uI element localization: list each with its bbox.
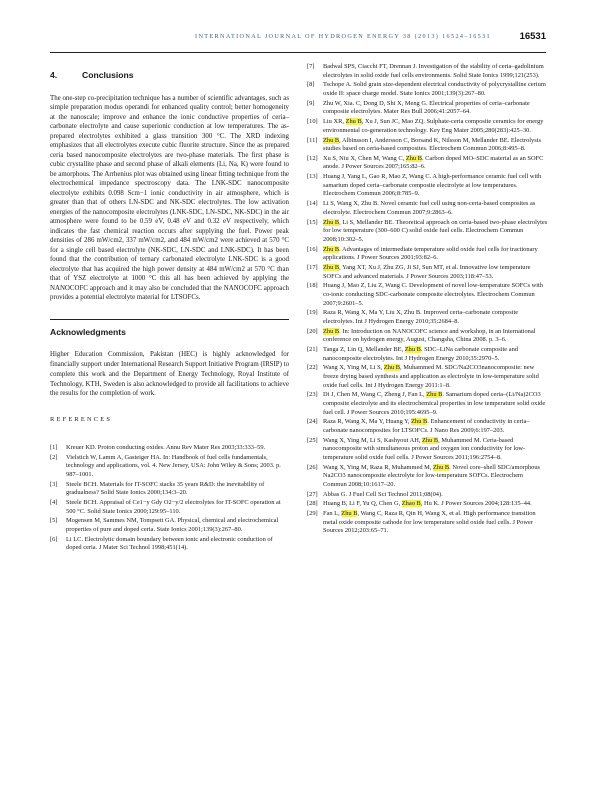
reference-text: Li S, Wang X, Zhu B. Novel ceramic fuel cell using non-ceria-based composites as electrolyte. Electrochem Commun 2007;9:2863–6.	[323, 200, 536, 216]
reference-number: [11]	[307, 136, 318, 144]
reference-number: [26]	[307, 463, 318, 471]
highlighted-author: Zhu B	[323, 263, 340, 271]
reference-item	[307, 246, 548, 263]
reference-item	[307, 155, 548, 172]
reference-number: [6]	[50, 535, 58, 543]
reference-text: Huang J, Yang L, Gao R, Mao Z, Wang C. A high-performance ceramic fuel cell with samarium doped ceria–carbonate composite electrolyte at low temperatures. Electrochem Commun 2006;8:785–9.	[323, 173, 542, 198]
highlighted-author: Zhu B	[405, 154, 422, 162]
reference-text: . Enhancement of conductivity in ceria–carbonate nanocomposites for LTSOFCs. J Nano Res 2009;6:197–203.	[323, 418, 530, 434]
reference-item	[307, 137, 548, 154]
section-title-conclusions	[50, 69, 289, 81]
reference-number: [14]	[307, 200, 318, 208]
reference-item	[307, 63, 548, 80]
reference-number: [27]	[307, 490, 318, 498]
reference-text: Abbas G. J Fuel Cell Sci Technol 2011;08(04).	[323, 490, 443, 498]
reference-number: [3]	[50, 480, 58, 488]
reference-number: [8]	[307, 81, 315, 89]
highlighted-author: Zhu B	[323, 218, 340, 226]
reference-number: [22]	[307, 364, 318, 372]
highlighted-author: Zhu B	[345, 118, 362, 126]
right-column	[307, 63, 548, 537]
reference-text: Xu S, Niu X, Chen M, Wang C,	[323, 154, 406, 162]
reference-number: [18]	[307, 282, 318, 290]
reference-text: . In: Introduction on NANOCOFC science and workshop, in an International conference on hydrogen energy, August, Changsha, China 2008. p. 3–6.	[323, 327, 536, 344]
reference-text: Fan L,	[323, 510, 342, 518]
reference-item	[307, 264, 548, 281]
reference-item	[50, 454, 289, 480]
page-number: 16531	[519, 31, 546, 42]
reference-text: Tschope A. Solid grain size-dependent electrical conductivity of polycrystalline cerium oxide II: space charge model. State Ionics 2001;139(3):267–80.	[323, 81, 546, 97]
reference-item	[50, 481, 289, 498]
reference-item	[307, 173, 548, 199]
reference-text: Huang B, Li F, Yu Q, Chen G,	[323, 500, 402, 508]
reference-item	[307, 364, 548, 390]
reference-item	[307, 118, 548, 135]
reference-number: [23]	[307, 391, 318, 399]
reference-number: [24]	[307, 418, 318, 426]
reference-number: [12]	[307, 154, 318, 162]
reference-number: [25]	[307, 436, 318, 444]
reference-item	[307, 200, 548, 217]
reference-text: Di J, Chen M, Wang C, Zheng J, Fan L,	[323, 391, 427, 399]
reference-text: Wang X, Ying M, Raza R, Muhammed M,	[323, 463, 434, 471]
conclusions-paragraph: The one-step co-precipitation technique has a number of scientific advantages, such as simple preparation modus operandi for enhanced quality control; better homogeneity at the nanoscale; improve and enhance the ionic conductive properties of ceria–carbonate electrolyte and cause superionic conduction at low temperatures. The as-prepared electrolytes exhibited a glass transition 300 °C. The XRD indexing emphasizes that all electrolytes execute cubic fluorite structure. Since the as prepared ceria based nanocomposite electrolytes are two-phase materials. The first phase is cubic crystallite phase and second phase of alkali elements (Li, Na, K) were found to be amorphous. The Arrhenius plot was obtained using linear fitting technique from the electrochemical impedance spectroscopy data. The LNK-SDC nanocomposite electrolyte exhibits 0.098 Scm−1 ionic conductivity in air atmosphere, which is greater than that of others LN-SDC and NK-SDC electrolytes. The low activation energies of the nanocomposite electrolytes (LNK-SDC, LN-SDC, NK-SDC) in the air atmosphere were found to be 0.59 eV, 0.48 eV and 0.32 eV respectively, which indicates the fast chemical reaction occurs after supplying the fuel. Power peak densities of 286 mW/cm2, 337 mW/cm2, and 484 mW/cm2 were achieved at 570 °C for a single cell based electrolyte (NK-SDC, LN-SDC and LNK-SDC). It has been found that the contribution of ternary carbonated electrolyte LNK-SDC is a good electrolyte that has acquired the high power density at 484 mW/cm2 at 570 °C than that of YSZ electrolyte at 1000 °C this all has been achieved by applying the NANOCOFC approach and it may also be concluded that the NANOCOFC approach provides a potential electrolyte material for LTSOFCs.	[50, 95, 289, 302]
highlighted-author: Zhu B	[323, 327, 340, 335]
reference-number: [19]	[307, 309, 318, 317]
reference-item	[307, 282, 548, 308]
reference-text: Wang X, Ying M, Li S,	[323, 364, 384, 372]
reference-text: . SDC–LiNa carbonate composite and nanocomposite electrolytes. Int J Hydrogen Energy 2010;35:2970–5.	[323, 346, 518, 362]
reference-text: Steele BCH. Materials for IT-SOFC stacks 35 years R&D: the inevitability of gradualness? Solid State Ionics 2000;134:3–20.	[66, 480, 265, 497]
reference-text: . Advantages of intermediate temperature solid oxide fuel cells for tractionary applications. J Power Sources 2001;93:82–6.	[323, 245, 538, 262]
section-title-acknowledgments: Acknowledgments	[50, 327, 126, 338]
reference-text: Zhu W, Xia. C, Dong D, Shi X, Meng G. Electrical properties of ceria–carbonate composite electrolytes. Mater Res Bull 2006;41:2057–64.	[323, 99, 530, 116]
page-header	[50, 31, 546, 43]
references-heading: REFERENCES	[50, 415, 113, 423]
reference-item	[307, 309, 548, 326]
reference-text: , Muhammed M. SDC/Na2CO3nanocomposite: new freeze drying based synthesis and application as electrolyte in low-temperature solid oxide fuel cells. Int J Hydrogen Energy 2011:1–8.	[323, 364, 539, 389]
highlighted-author: Zhu B	[404, 346, 421, 354]
highlighted-author: Zhu B	[383, 364, 401, 372]
reference-list-right	[307, 63, 548, 536]
reference-text: Badwal SPS, Ciacchi FT, Drennan J. Investigation of the stability of ceria–gadolinium electrolytes in solid oxide fuel cells environments. Solid State Ionics 1999;121(253).	[323, 63, 544, 79]
reference-item	[50, 536, 289, 553]
reference-number: [10]	[307, 118, 318, 126]
reference-item	[307, 418, 548, 435]
reference-number: [1]	[50, 443, 58, 451]
highlighted-author: Zhu B	[341, 510, 358, 518]
reference-text: Wang X, Ying M, Li S, Kashyout AH,	[323, 436, 423, 444]
reference-number: [9]	[307, 99, 315, 107]
reference-list-left	[50, 444, 289, 553]
reference-item	[50, 499, 289, 516]
highlighted-author: Zhao B	[401, 500, 421, 508]
highlighted-author: Zhu B	[323, 245, 340, 253]
section-title-text: Conclusions	[82, 70, 134, 80]
reference-text: . Samarium doped ceria–(Li/Na)2CO3 composite electrolyte and its electrochemical properties in low temperature solid oxide fuel cell. J Power Sources 2010;195:4695–9.	[323, 391, 546, 416]
reference-number: [7]	[307, 63, 315, 70]
reference-text: Liu XR,	[323, 118, 346, 126]
reference-item	[307, 491, 548, 500]
reference-text: , Hu K. J Power Sources 2004;128:135–44.	[420, 500, 532, 508]
reference-item	[307, 464, 548, 490]
reference-number: [2]	[50, 453, 58, 461]
reference-item	[307, 81, 548, 98]
reference-number: [16]	[307, 245, 318, 253]
reference-text: Steele BCH. Appraisal of Ce1−y Gdy O2−y/2 electrolytes for IT-SOFC operation at 500 °C. Solid State Ionics 2000;129:95–110.	[66, 499, 281, 515]
reference-item	[307, 391, 548, 417]
left-column	[50, 69, 289, 554]
reference-number: [17]	[307, 263, 318, 271]
highlighted-author: Zhu B	[433, 463, 450, 471]
reference-text: , Xu J, Sun JC, Mao ZQ. Sulphate-ceria composite ceramics for energy environmental co-generation technology. Key Eng Mater 2005;280(283):425–30.	[323, 118, 544, 134]
reference-number: [5]	[50, 517, 58, 525]
highlighted-author: Zhu B	[411, 418, 428, 426]
reference-text: , Muhammed M. Ceria-based nanocomposite with simultaneous proton and oxygen ion conductivity for low-temperature solid oxide fuel cells. J Power Sources 2011;196:2754–8.	[323, 436, 526, 461]
reference-number: [28]	[307, 500, 318, 508]
acknowledgments-paragraph: Higher Education Commission, Pakistan (HEC) is highly acknowledged for financially support under International Research Support Initiative Program (IRSIP) to complete this work and the Department of Energy Technology, Royal Institute of Technology, KTH, Sweden is also acknowledged to provide all facilitations to achieve the results for the completion of work.	[50, 351, 290, 398]
reference-text: Huang J, Mao Z, Liu Z, Wang C. Development of novel low-temperature SOFCs with co-ionic conducting SDC-carbonate composite electrolytes. Electrochem Commun 2007;9:2601–5.	[323, 282, 543, 307]
journal-running-title: INTERNATIONAL JOURNAL OF HYDROGEN ENERGY 38 (2013) 16524–16531	[195, 33, 491, 40]
reference-item	[50, 444, 289, 453]
highlighted-author: Zhu B	[323, 136, 340, 144]
reference-text: , Li S, Mellander BE. Theoretical approach on ceria-based two-phase electrolytes for low temperature (300–600 C) solid oxide fuel cells. Electrochem Commun 2008;10:302–5.	[323, 218, 548, 243]
reference-text: , Albinsson I, Andersson C, Borsand K, Nilsson M, Mellander BE. Electrolysis studies based on ceria-based composites. Electrochem Commun 2006;8:495–8.	[323, 136, 541, 153]
reference-item	[307, 219, 548, 245]
section-divider	[50, 319, 289, 320]
reference-number: [13]	[307, 173, 318, 181]
reference-item	[307, 100, 548, 117]
reference-number: [15]	[307, 218, 318, 226]
reference-text: Kreuer KD. Proton conducting oxides. Annu Rev Mater Res 2003;33:333–59.	[66, 443, 266, 451]
header-rule	[50, 52, 546, 53]
reference-text: Vielstich W, Lamm A, Gasteiger HA. In: Handbook of fuel cells fundamentals, technology and applications, vol. 4. New Jersey, USA: John Wiley & Sons; 2003. p. 987–1001.	[66, 453, 281, 478]
highlighted-author: Zhu B	[422, 436, 439, 444]
reference-text: Li LC. Electrolytic domain boundary between ionic and electronic conduction of doped ceria. J Mater Sci Technol 1998;451(14).	[66, 535, 273, 552]
reference-item	[307, 437, 548, 463]
reference-text: , Wang C, Raza R, Qin H, Wang X, et al. High performance transition metal oxide composite cathode for low temperature solid oxide fuel cells. J Power Sources 2012;203:65–71.	[323, 510, 536, 535]
reference-number: [20]	[307, 327, 318, 335]
reference-text: , Yang XT, Xu J, Zhu ZG, Ji SJ, Sun MT, et al. Innovative low temperature SOFCs and advanced materials. J Power Sources 2003;118:47–53.	[323, 263, 531, 280]
reference-number: [21]	[307, 346, 318, 354]
reference-text: Raza R, Wang X, Ma Y, Huang Y,	[323, 418, 412, 426]
reference-item	[307, 500, 548, 509]
reference-number: [4]	[50, 499, 58, 507]
reference-item	[307, 328, 548, 345]
reference-text: . Carbon doped MO–SDC material as an SOFC anode. J Power Sources 2007;165:82–6.	[323, 154, 544, 171]
reference-item	[307, 346, 548, 363]
reference-item	[307, 510, 548, 536]
reference-number: [29]	[307, 510, 318, 518]
reference-item	[50, 517, 289, 534]
section-number: 4.	[50, 70, 58, 80]
reference-text: Tanga Z, Lin Q, Mellander BE,	[323, 346, 405, 354]
reference-text: Mogensen M, Sammes NM, Tompsett GA. Physical, chemical and electrochemical properties of pure and doped ceria. State Ionics 2001;139(3):267–80.	[66, 517, 279, 534]
reference-text: Raza R, Wang X, Ma Y, Liu X, Zhu B. Improved ceria–carbonate composite electrolytes. Int J Hydrogen Energy 2010;35:2684–8.	[323, 309, 519, 325]
reference-text: . Novel core–shell SDC/amorphous Na2CO3 nanocomposite electrolyte for low-temperature SOFCs. Electrochem Commun 2008;10:1617–20.	[323, 463, 541, 488]
highlighted-author: Zhu B	[426, 391, 443, 399]
